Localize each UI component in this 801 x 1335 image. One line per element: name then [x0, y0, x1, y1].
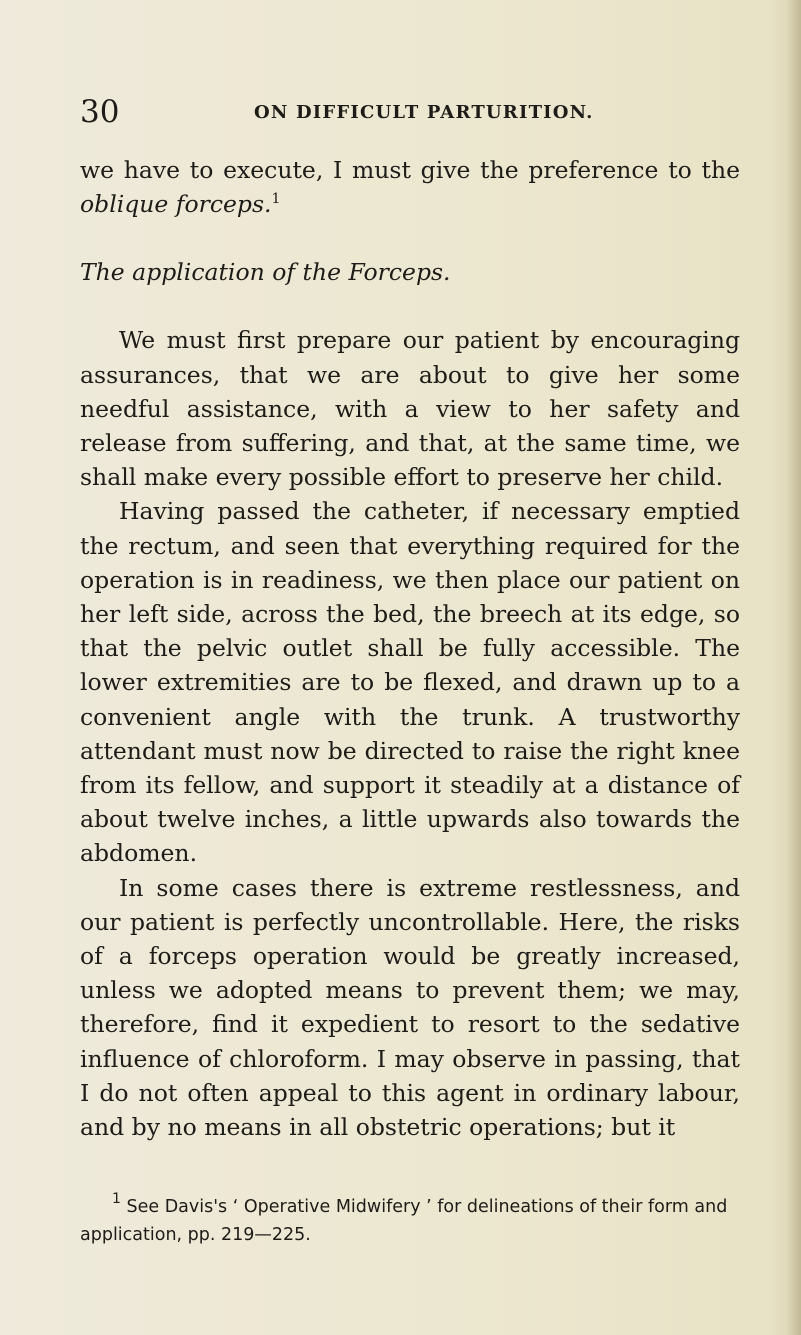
paragraph-positioning: Having passed the catheter, if necessary emptied the rectum, and seen that everything required for the operation is in readiness, we then place our patient on her left side, across the bed, the breech at its edge, so that the pelvic outlet shall be fully accessible. The lower extremities are to be flexed, and drawn up to a convenient angle with the trunk. A trustworthy attendant must now be directed to raise the right knee from its fellow, and support it steadily at a distance of about twelve inches, a little upwards also towards the abdomen.	[80, 497, 740, 868]
running-head-title: ON DIFFICULT PARTURITION.	[254, 102, 594, 123]
paragraph-1-text: we have to execute, I must give the preference to the	[80, 156, 740, 184]
section-heading: The application of the Forceps.	[80, 258, 451, 287]
footnote	[80, 1193, 740, 1249]
paragraph-continuation	[80, 153, 740, 221]
footnote-reference: 1	[271, 191, 281, 208]
body-text	[80, 153, 740, 1144]
paragraph-1-emphasis: oblique forceps.	[80, 190, 272, 219]
page-edge-shadow	[787, 0, 801, 1335]
paragraph-preparation: We must first prepare our patient by encouraging assurances, that we are about to give her some needful assistance, with a view to her safety and release from suffering, and that, at the same time, we shall make every possible effort to preserve her child.	[80, 326, 740, 492]
page-number: 30	[80, 94, 120, 130]
footnote-body: See Davis's ‘ Operative Midwifery ’ for delineations of their form and application, pp. 219—225.	[80, 1197, 728, 1245]
running-head	[80, 92, 740, 132]
paragraph-chloroform: In some cases there is extreme restlessness, and our patient is perfectly uncontrollable. Here, the risks of a forceps operation would be greatly increased, unless we adopted means to prevent them; we may, therefore, find it expedient to resort to the sedative influence of chloroform. I may observe in passing, that I do not often appeal to this agent in ordinary labour, and by no means in all obstetric operations; but it	[80, 873, 740, 1142]
footnote-text	[80, 1193, 740, 1249]
footnote-mark: 1	[112, 1191, 121, 1207]
